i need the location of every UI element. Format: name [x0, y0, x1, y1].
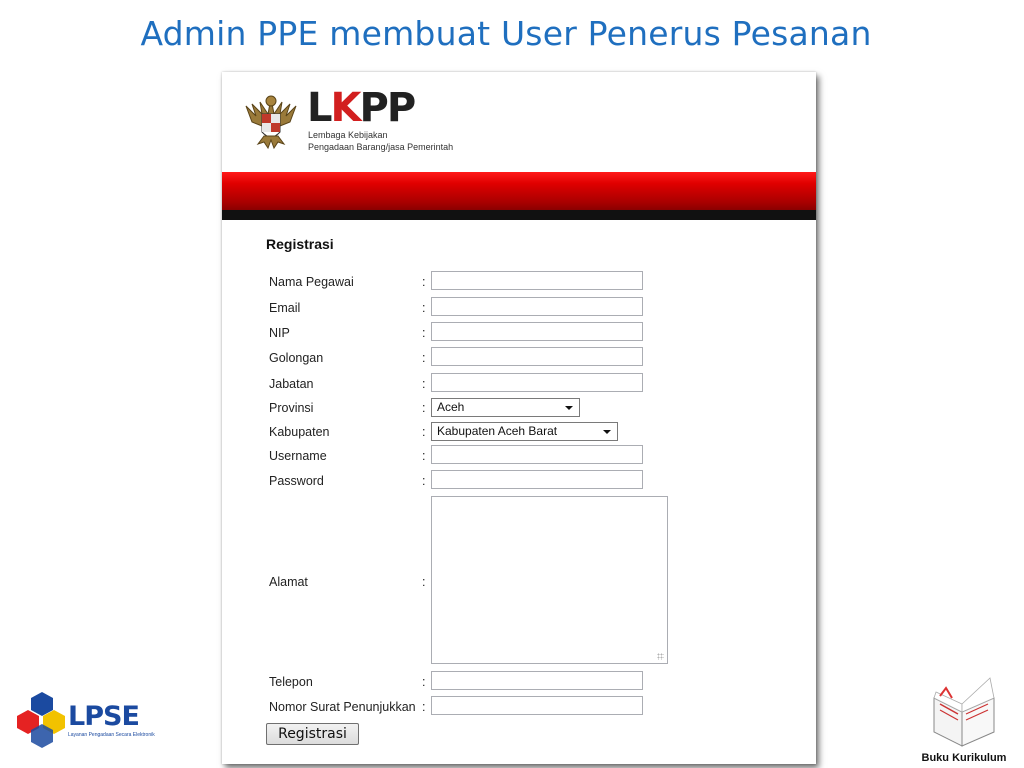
slide-title: Admin PPE membuat User Penerus Pesanan [140, 14, 872, 53]
username-label: Username [269, 449, 327, 463]
colon: : [422, 474, 426, 488]
nip-label: NIP [269, 326, 290, 340]
telepon-label: Telepon [269, 675, 313, 689]
email-label: Email [269, 301, 301, 315]
dropdown-arrow-icon [603, 430, 611, 434]
password-label: Password [269, 474, 324, 488]
book-caption: Buku Kurikulum [921, 752, 1007, 764]
alamat-label: Alamat [269, 575, 308, 589]
header-red-bar [222, 172, 816, 210]
lpse-logo-text: LPSE [68, 701, 139, 732]
colon: : [422, 401, 426, 415]
nomor-surat-input[interactable] [431, 696, 643, 715]
garuda-emblem-icon [242, 92, 300, 150]
jabatan-label: Jabatan [269, 377, 314, 391]
header-black-bar [222, 210, 816, 220]
lpse-hexagon-icon [14, 690, 70, 750]
colon: : [422, 351, 426, 365]
alamat-textarea[interactable] [431, 496, 668, 664]
registration-window [222, 72, 816, 764]
colon: : [422, 700, 426, 714]
resize-grip-icon[interactable] [657, 653, 664, 660]
golongan-label: Golongan [269, 351, 324, 365]
provinsi-selected-value: Aceh [437, 400, 465, 414]
nama-pegawai-label: Nama Pegawai [269, 275, 354, 289]
kabupaten-selected-value: Kabupaten Aceh Barat [437, 424, 558, 438]
open-book-icon [926, 668, 1002, 748]
dropdown-arrow-icon [565, 406, 573, 410]
colon: : [422, 275, 426, 289]
provinsi-select[interactable] [431, 398, 580, 417]
lkpp-header [222, 72, 816, 172]
nama-pegawai-input[interactable] [431, 271, 643, 290]
form-title: Registrasi [266, 236, 334, 252]
kabupaten-select[interactable] [431, 422, 618, 441]
lkpp-logo-text: LKPP [307, 85, 415, 131]
lpse-logo [14, 690, 154, 752]
colon: : [422, 425, 426, 439]
registrasi-button[interactable]: Registrasi [266, 723, 359, 745]
provinsi-label: Provinsi [269, 401, 314, 415]
username-input[interactable] [431, 445, 643, 464]
kabupaten-label: Kabupaten [269, 425, 330, 439]
colon: : [422, 675, 426, 689]
nip-input[interactable] [431, 322, 643, 341]
lpse-tagline: Layanan Pengadaan Secara Elektronik [68, 732, 155, 738]
nomor-surat-label: Nomor Surat Penunjukkan [269, 700, 416, 714]
colon: : [422, 449, 426, 463]
jabatan-input[interactable] [431, 373, 643, 392]
colon: : [422, 301, 426, 315]
lkpp-subtitle: Lembaga Kebijakan Pengadaan Barang/jasa Pemerintah [308, 130, 454, 152]
golongan-input[interactable] [431, 347, 643, 366]
colon: : [422, 377, 426, 391]
telepon-input[interactable] [431, 671, 643, 690]
colon: : [422, 326, 426, 340]
colon: : [422, 575, 426, 589]
password-input[interactable] [431, 470, 643, 489]
email-input[interactable] [431, 297, 643, 316]
